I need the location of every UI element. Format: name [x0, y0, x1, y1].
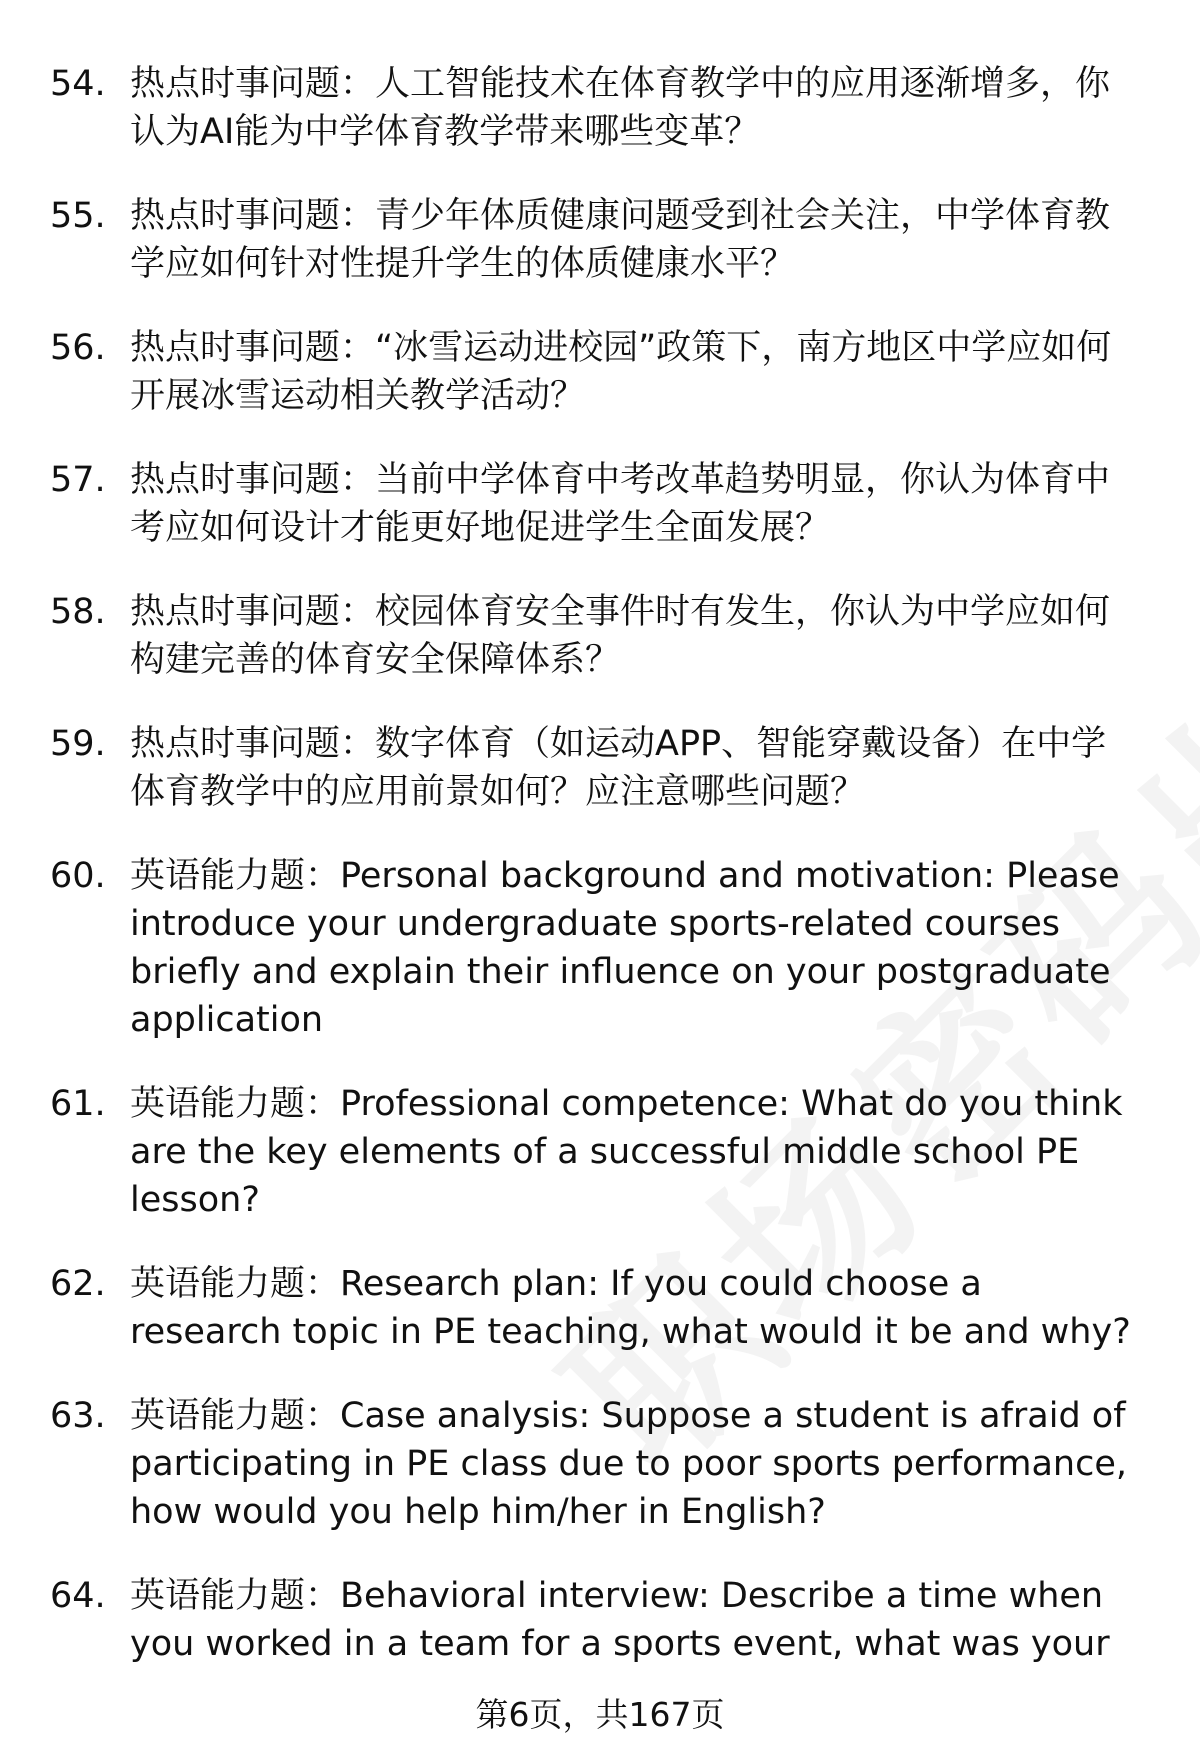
- question-number: 59.: [50, 724, 106, 764]
- question-number: 58.: [50, 592, 106, 632]
- question-number: 57.: [50, 460, 106, 500]
- question-number: 63.: [50, 1396, 106, 1436]
- question-text: 热点时事问题：人工智能技术在体育教学中的应用逐渐增多，你认为AI能为中学体育教学带来哪些变革？: [130, 64, 1111, 152]
- question-item-59: [50, 720, 1140, 816]
- question-number: 60.: [50, 856, 106, 896]
- question-text: 热点时事问题：“冰雪运动进校园”政策下，南方地区中学应如何开展冰雪运动相关教学活动？: [130, 328, 1112, 416]
- question-item-57: [50, 456, 1140, 552]
- page-footer: 第6页，共167页: [475, 1695, 725, 1734]
- question-number: 54.: [50, 64, 106, 104]
- question-text: 热点时事问题：校园体育安全事件时有发生，你认为中学应如何构建完善的体育安全保障体系？: [130, 592, 1111, 680]
- question-number: 56.: [50, 328, 106, 368]
- question-text: 热点时事问题：当前中学体育中考改革趋势明显，你认为体育中考应如何设计才能更好地促进学生全面发展？: [130, 460, 1111, 548]
- question-text: 英语能力题：Research plan: If you could choose a research topic in PE teaching, what would it be and why?: [130, 1264, 1131, 1352]
- question-item-55: [50, 192, 1140, 288]
- question-item-61: [50, 1080, 1140, 1224]
- question-text: 热点时事问题：数字体育（如运动APP、智能穿戴设备）在中学体育教学中的应用前景如何？应注意哪些问题？: [130, 724, 1107, 812]
- question-item-58: [50, 588, 1140, 684]
- question-list: [50, 60, 1140, 1668]
- question-number: 64.: [50, 1576, 106, 1616]
- question-item-63: [50, 1392, 1140, 1536]
- question-number: 61.: [50, 1084, 106, 1124]
- question-item-56: [50, 324, 1140, 420]
- question-text: 英语能力题：Professional competence: What do you think are the key elements of a successful middle school PE lesson?: [130, 1084, 1123, 1220]
- question-text: 英语能力题：Case analysis: Suppose a student is afraid of participating in PE class due to poor sports performance, how would you help him/her in English?: [130, 1396, 1127, 1532]
- question-number: 62.: [50, 1264, 106, 1304]
- question-text: 热点时事问题：青少年体质健康问题受到社会关注，中学体育教学应如何针对性提升学生的体质健康水平？: [130, 196, 1111, 284]
- question-item-64: [50, 1572, 1140, 1668]
- question-item-54: [50, 60, 1140, 156]
- question-text: 英语能力题：Behavioral interview: Describe a time when you worked in a team for a sports event, what was your: [130, 1576, 1110, 1664]
- question-item-62: [50, 1260, 1140, 1356]
- question-number: 55.: [50, 196, 106, 236]
- question-text: 英语能力题：Personal background and motivation: Please introduce your undergraduate sports-related courses briefly and explain their influence on your postgraduate application: [130, 856, 1120, 1040]
- question-item-60: [50, 852, 1140, 1044]
